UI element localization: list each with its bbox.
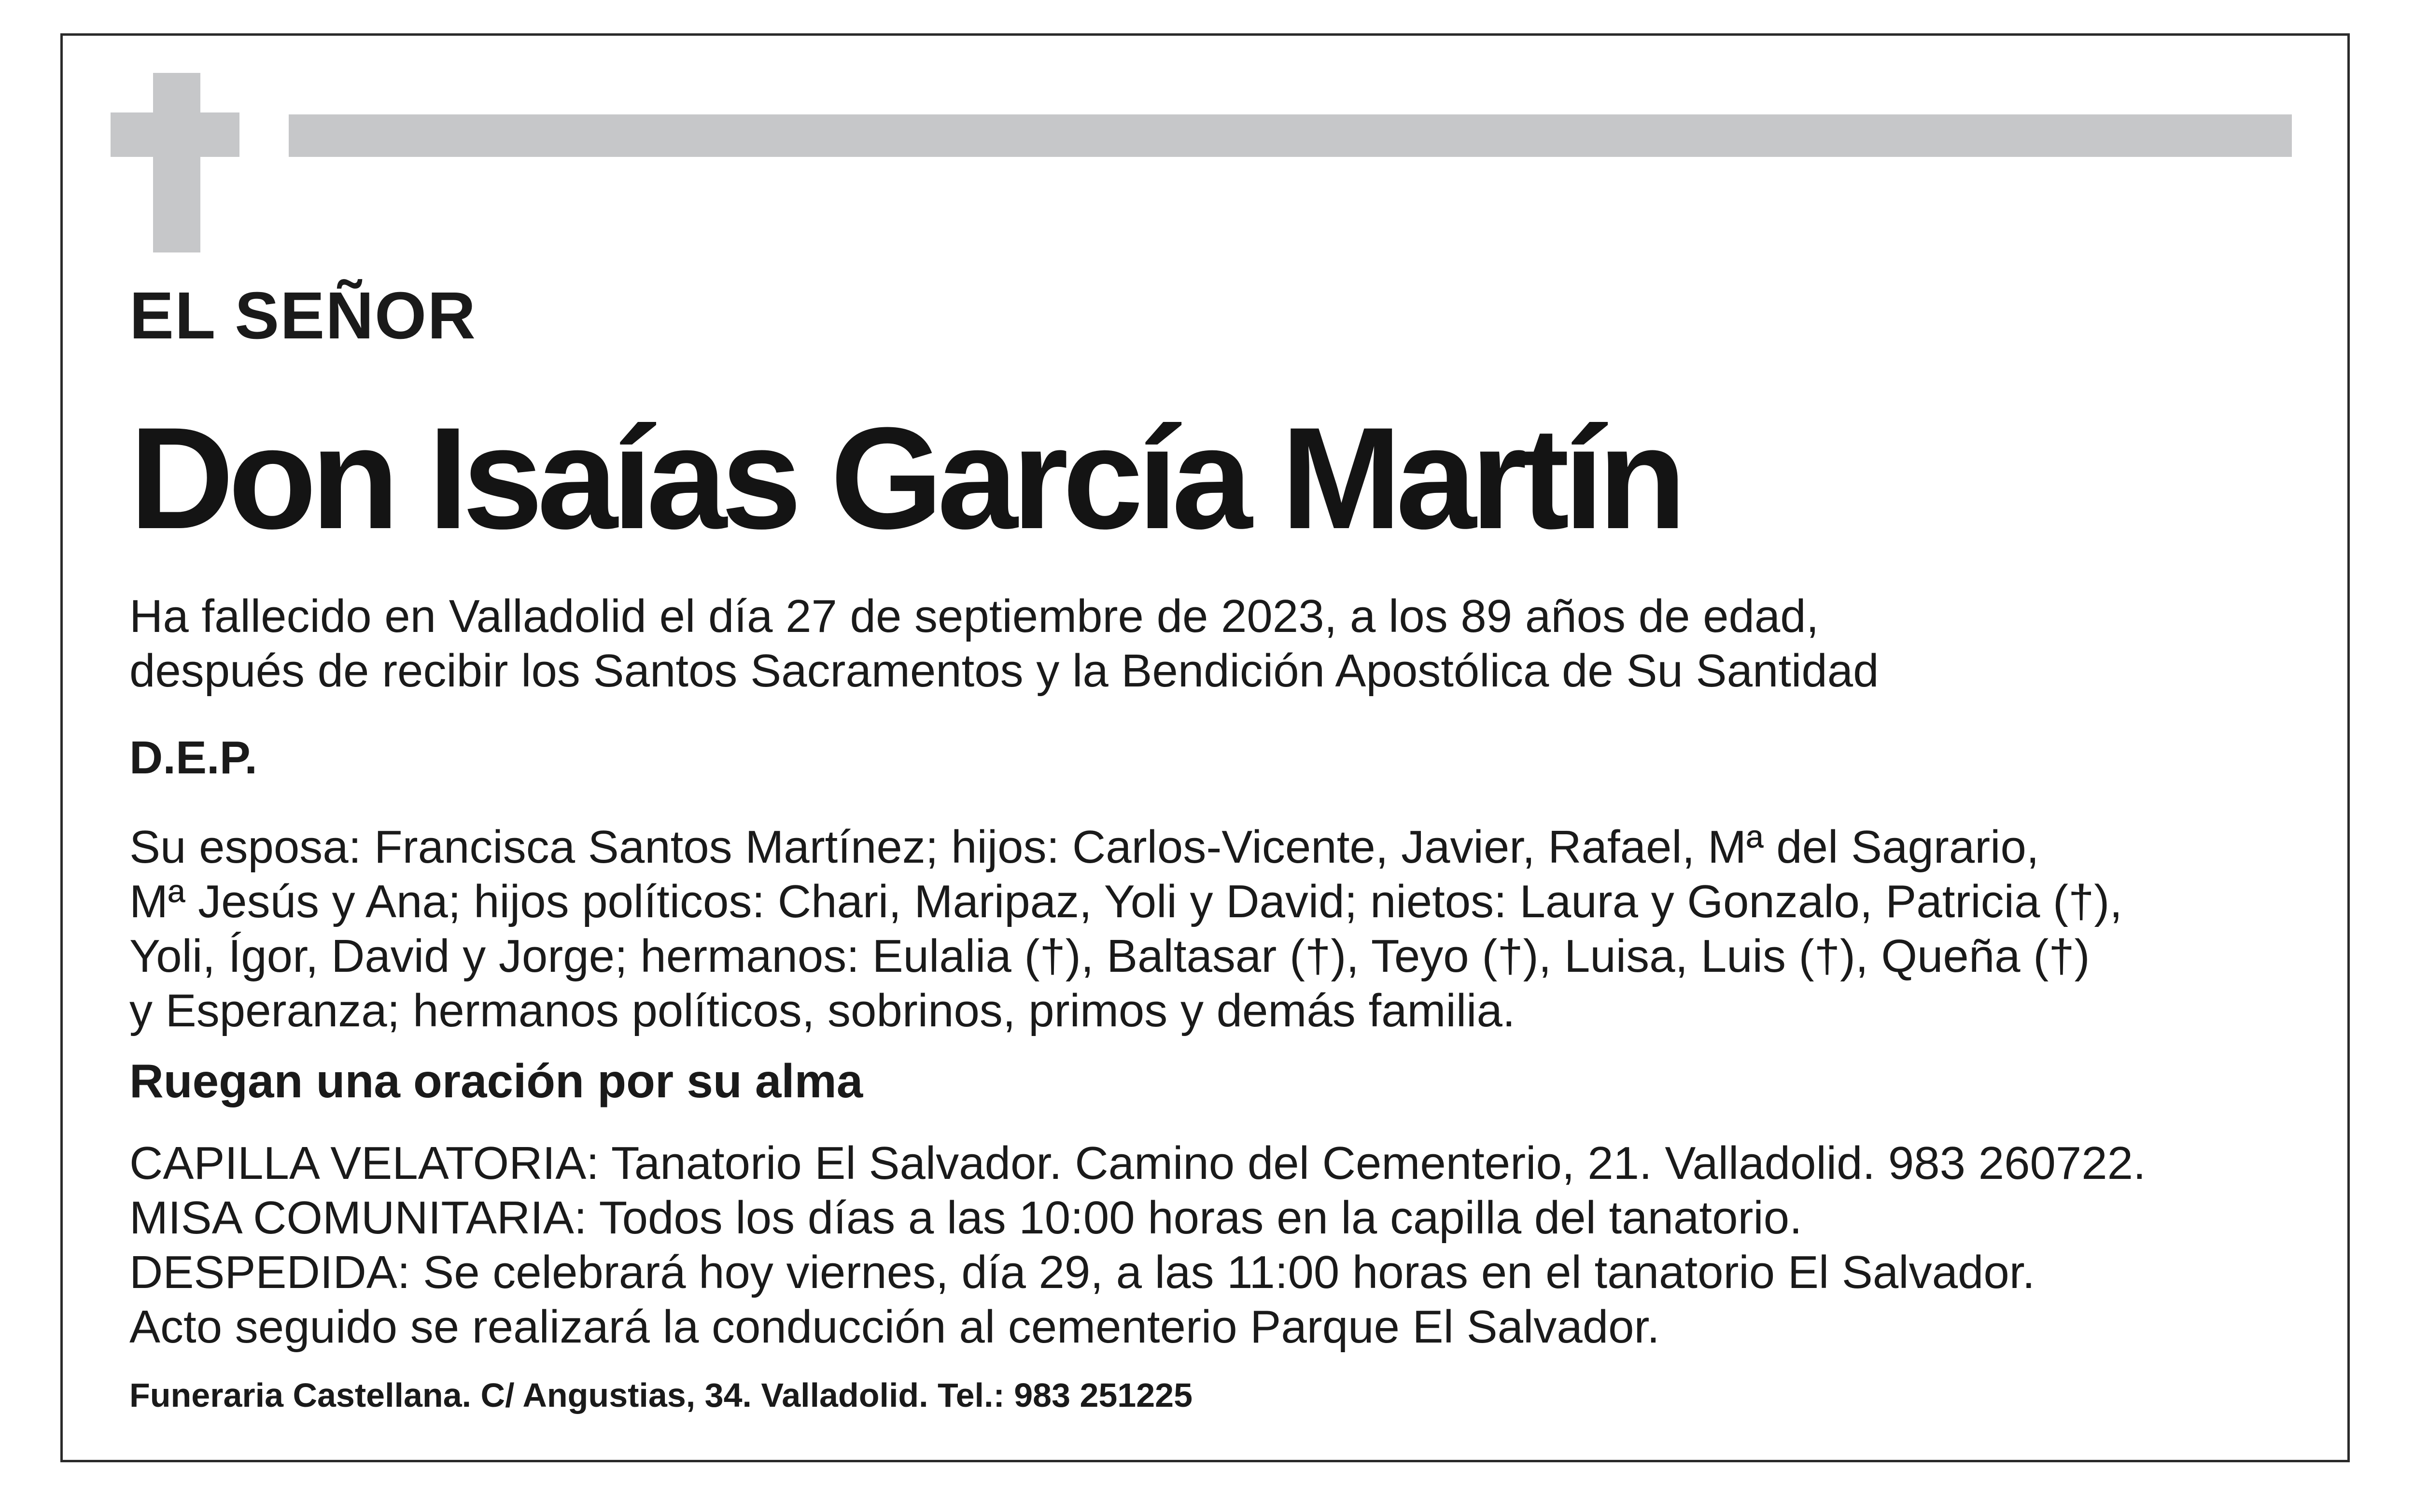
announcement bbox=[129, 589, 1879, 698]
honorific: EL SEÑOR bbox=[129, 279, 477, 353]
family-line: Mª Jesús y Ana; hijos políticos: Chari, Maripaz, Yoli y David; nietos: Laura y Gonzalo, Patricia (†), bbox=[129, 876, 2123, 927]
family-list bbox=[129, 820, 2122, 1038]
deceased-name: Don Isaías García Martín bbox=[129, 397, 1681, 559]
cross-icon bbox=[153, 73, 200, 252]
service-details bbox=[129, 1136, 2146, 1354]
header-bar bbox=[289, 114, 2292, 157]
family-line: Su esposa: Francisca Santos Martínez; hijos: Carlos-Vicente, Javier, Rafael, Mª del Sagrario, bbox=[129, 821, 2039, 873]
announcement-line: Ha fallecido en Valladolid el día 27 de septiembre de 2023, a los 89 años de edad, bbox=[129, 590, 1819, 642]
announcement-line: después de recibir los Santos Sacramentos y la Bendición Apostólica de Su Santidad bbox=[129, 645, 1879, 697]
service-line: DESPEDIDA: Se celebrará hoy viernes, día 29, a las 11:00 horas en el tanatorio El Salvador. bbox=[129, 1246, 2035, 1298]
service-line: MISA COMUNITARIA: Todos los días a las 10:00 horas en la capilla del tanatorio. bbox=[129, 1192, 1802, 1244]
family-line: y Esperanza; hermanos políticos, sobrinos, primos y demás familia. bbox=[129, 985, 1516, 1036]
funeral-home-contact: Funeraria Castellana. C/ Angustias, 34. Valladolid. Tel.: 983 251225 bbox=[129, 1376, 1193, 1414]
service-line: Acto seguido se realizará la conducción al cementerio Parque El Salvador. bbox=[129, 1301, 1660, 1353]
dep-label: D.E.P. bbox=[129, 732, 258, 784]
prayer-request: Ruegan una oración por su alma bbox=[129, 1054, 863, 1107]
family-line: Yoli, Ígor, David y Jorge; hermanos: Eulalia (†), Baltasar (†), Teyo (†), Luisa, Luis (†), Queña (†) bbox=[129, 930, 2090, 982]
service-line: CAPILLA VELATORIA: Tanatorio El Salvador. Camino del Cementerio, 21. Valladolid. 983 260722. bbox=[129, 1137, 2146, 1189]
cross-icon-arm bbox=[111, 112, 239, 157]
